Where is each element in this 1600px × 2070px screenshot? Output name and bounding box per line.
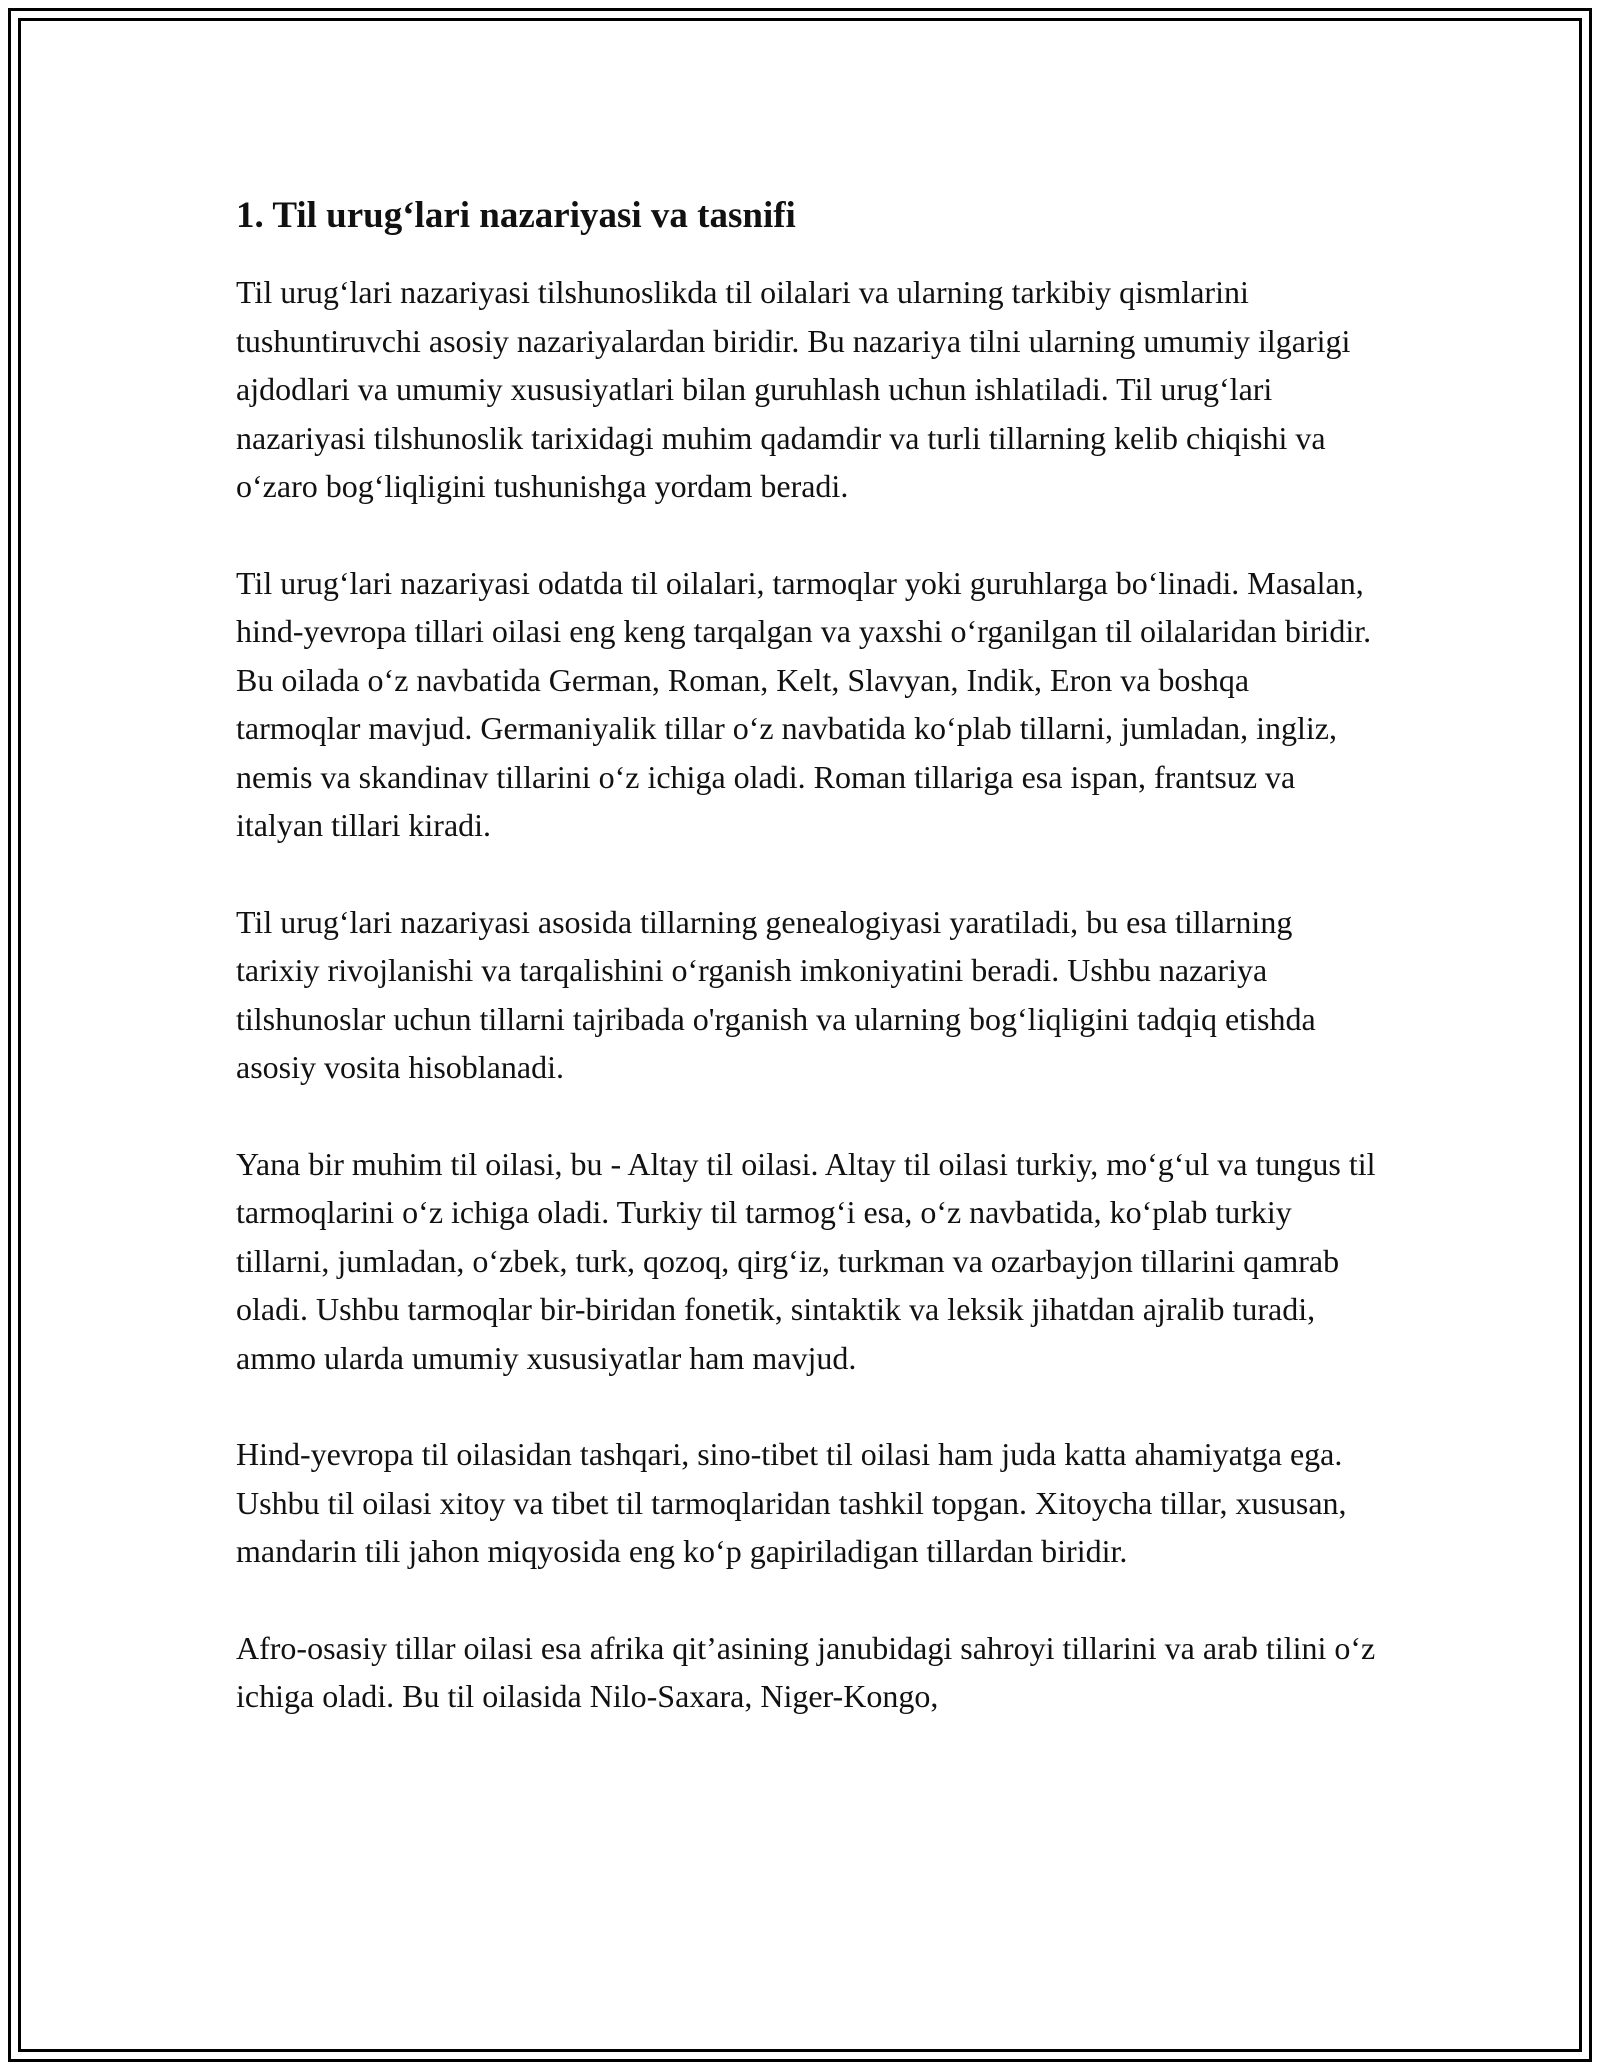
- paragraph-6: Afro-osasiy tillar oilasi esa afrika qit’asining janubidagi sahroyi tillarini va arab tilini o‘z ichiga oladi. Bu til oilasida Nilo-Saxara, Niger-Kongo,: [236, 1629, 1376, 1714]
- paragraph-1: Til urug‘lari nazariyasi tilshunoslikda til oilalari va ularning tarkibiy qismlarini tushuntiruvchi asosiy nazariyalardan biridir. Bu nazariya tilni ularning umumiy ilgarigi ajdodlari va umumiy xususiyatlari bilan guruhlash uchun ishlatiladi. Til urug‘lari nazariyasi tilshunoslik tarixidagi muhim qadamdir va turli tillarning kelib chiqishi va o‘zaro bog‘liqligini tushunishga yordam beradi.: [236, 274, 1351, 504]
- section-heading: 1. Til urug‘lari nazariyasi va tasnifi: [236, 195, 796, 236]
- paragraph-4: Yana bir muhim til oilasi, bu - Altay til oilasi. Altay til oilasi turkiy, mo‘g‘ul va tungus til tarmoqlarini o‘z ichiga oladi. Turkiy til tarmog‘i esa, o‘z navbatida, ko‘plab turkiy tillarni, jumladan, o‘zbek, turk, qozoq, qirg‘iz, turkman va ozarbayjon tillarini qamrab oladi. Ushbu tarmoqlar bir-biridan fonetik, sintaktik va leksik jihatdan ajralib turadi, ammo ularda umumiy xususiyatlar ham mavjud.: [236, 1145, 1376, 1376]
- document-body: [236, 186, 1376, 1769]
- paragraph-5: Hind-yevropa til oilasidan tashqari, sino-tibet til oilasi ham juda katta ahamiyatga ega. Ushbu til oilasi xitoy va tibet til tarmoqlaridan tashkil topgan. Xitoycha tillar, xususan, mandarin tili jahon miqyosida eng ko‘p gapiriladigan tillardan biridir.: [236, 1436, 1347, 1569]
- paragraph-3: Til urug‘lari nazariyasi asosida tillarning genealogiyasi yaratiladi, bu esa tillarning tarixiy rivojlanishi va tarqalishini o‘rganish imkoniyatini beradi. Ushbu nazariya tilshunoslar uchun tillarni tajribada o'rganish va ularning bog‘liqligini tadqiq etishda asosiy vosita hisoblanadi.: [236, 903, 1316, 1085]
- paragraph-2: Til urug‘lari nazariyasi odatda til oilalari, tarmoqlar yoki guruhlarga bo‘linadi. Masalan, hind-yevropa tillari oilasi eng keng tarqalgan va yaxshi o‘rganilgan til oilalaridan biridir. Bu oilada o‘z navbatida German, Roman, Kelt, Slavyan, Indik, Eron va boshqa tarmoqlar mavjud. Germaniyalik tillar o‘z navbatida ko‘plab tillarni, jumladan, ingliz, nemis va skandinav tillarini o‘z ichiga oladi. Roman tillariga esa ispan, frantsuz va italyan tillari kiradi.: [236, 564, 1372, 843]
